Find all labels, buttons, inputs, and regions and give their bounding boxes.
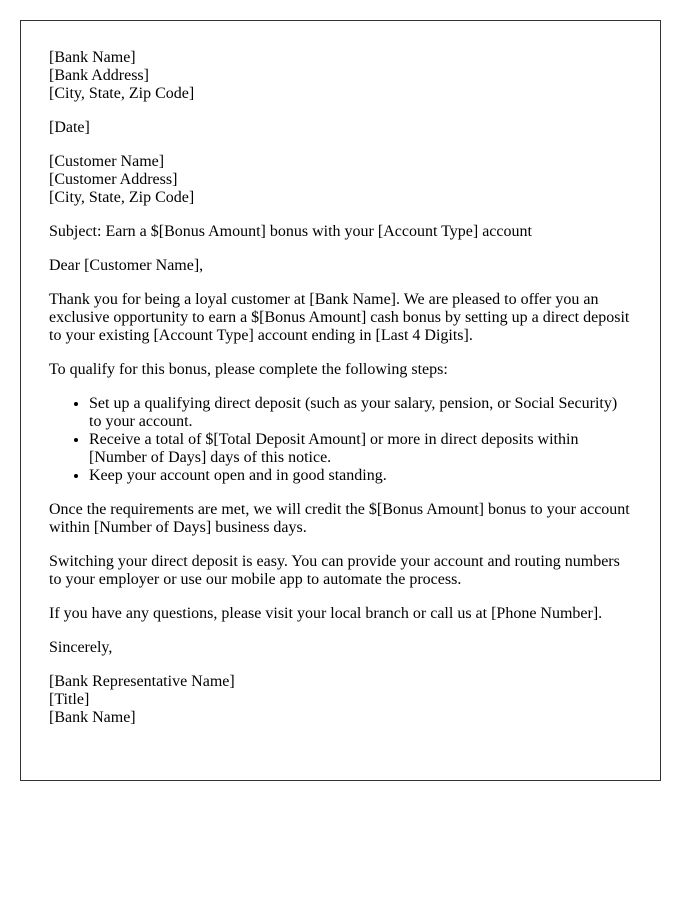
signature-block: [49, 673, 632, 727]
questions-paragraph: If you have any questions, please visit your local branch or call us at [Phone Number].: [49, 605, 603, 622]
steps-list: [49, 395, 632, 485]
sender-bank-name: [Bank Name]: [49, 49, 136, 66]
switch-paragraph: Switching your direct deposit is easy. You can provide your account and routing numbers to your employer or use our mobile app to automate the process.: [49, 553, 620, 588]
signature-bank-name: [Bank Name]: [49, 709, 136, 726]
credit-paragraph: Once the requirements are met, we will credit the $[Bonus Amount] bonus to your account within [Number of Days] business days.: [49, 501, 630, 536]
recipient-city-state-zip: [City, State, Zip Code]: [49, 189, 195, 206]
closing: Sincerely,: [49, 639, 113, 656]
recipient-name: [Customer Name]: [49, 153, 165, 170]
subject-line: Subject: Earn a $[Bonus Amount] bonus with your [Account Type] account: [49, 223, 532, 240]
signature-rep-name: [Bank Representative Name]: [49, 673, 235, 690]
letter: [20, 20, 661, 781]
step-item: • Set up a qualifying direct deposit (such as your salary, pension, or Social Security) to your account.: [89, 395, 632, 431]
recipient-address: [Customer Address]: [49, 171, 178, 188]
step-item: • Keep your account open and in good standing.: [89, 467, 632, 485]
recipient-block: [49, 153, 632, 207]
letter-date: [Date]: [49, 119, 90, 136]
sender-block: [49, 49, 632, 103]
step-item: • Receive a total of $[Total Deposit Amount] or more in direct deposits within [Number of Days] days of this notice.: [89, 431, 632, 467]
sender-bank-address: [Bank Address]: [49, 67, 149, 84]
steps-intro: To qualify for this bonus, please complete the following steps:: [49, 361, 448, 378]
intro-paragraph: Thank you for being a loyal customer at [Bank Name]. We are pleased to offer you an exclusive opportunity to earn a $[Bonus Amount] cash bonus by setting up a direct deposit to your existing [Account Type] account ending in [Last 4 Digits].: [49, 291, 630, 344]
salutation: Dear [Customer Name],: [49, 257, 204, 274]
signature-title: [Title]: [49, 691, 90, 708]
sender-city-state-zip: [City, State, Zip Code]: [49, 85, 195, 102]
